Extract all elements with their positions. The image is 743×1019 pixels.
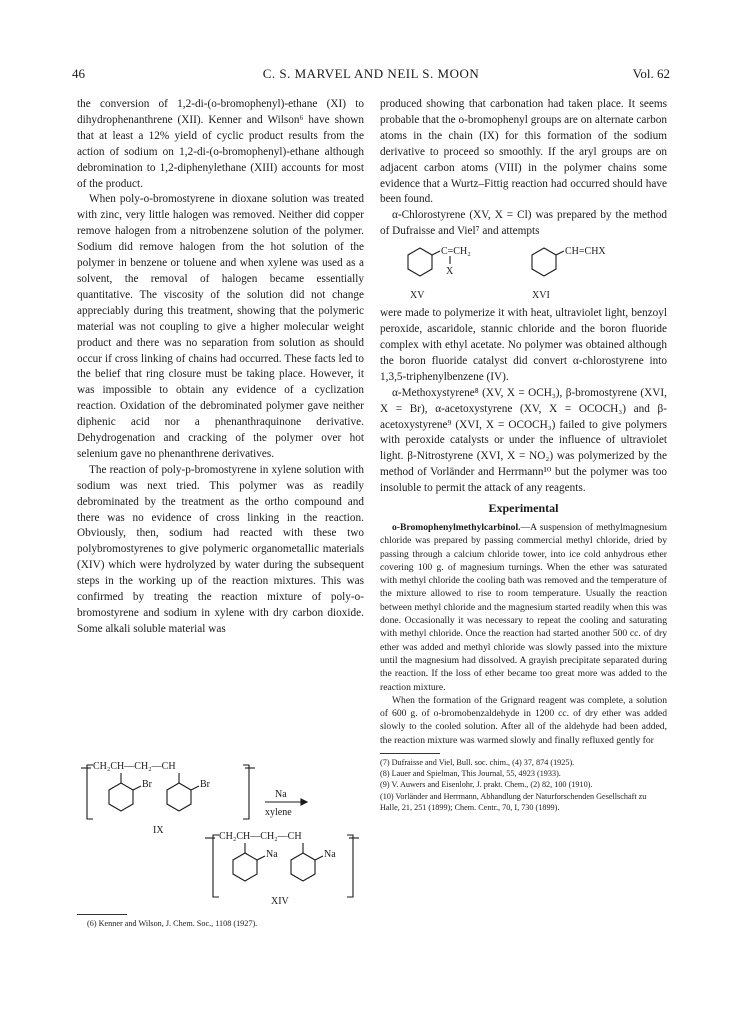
page-number: 46 bbox=[72, 66, 85, 81]
experimental-text bbox=[380, 521, 667, 747]
paragraph: were made to polymerize it with heat, ultraviolet light, benzoyl peroxide, ascaridole, stannic chloride and the boron fluoride complex with ethyl acetate. No polymer was obtained although the boron fluoride catalyst did convert α-chlorostyrene into 1,3,5-triphenylbenzene (IV). bbox=[380, 307, 667, 383]
procedure-text: —A suspension of methylmagnesium chloride was prepared by passing commercial methyl chloride, dried by passing through a calcium chloride tower, into ice cold anhydrous ether covering 100 g. of magnesium turnings. When the ether was saturated with methyl chloride the cooling bath was removed and the temperature of the mixture allowed to rise to room temperature. Usually the reaction between methyl chloride and the magnesium started readily when this was done. Occasionally it was necessary to repeat the cooling and saturating with methyl chloride. Once the reaction had started another 500 cc. of dry ether was added and methyl chloride was slowly passed into the mixture until the magnesium had dissolved. A grayish precipitate separated during the reaction. If the loss of ether became too great more was added to the reaction mixture. bbox=[380, 521, 667, 693]
footnote-rule bbox=[380, 753, 440, 754]
section-heading: Experimental bbox=[488, 501, 559, 516]
substituent-br: Br bbox=[200, 779, 210, 790]
footnote: (8) Lauer and Spielman, This Journal, 55, 4923 (1933). bbox=[380, 769, 561, 779]
substituent-na: Na bbox=[266, 849, 278, 860]
paragraph: When poly-o-bromostyrene in dioxane solution was treated with zinc, very little halogen was removed. Neither did copper remove halogen from a nitrobenzene solution of the polymer. Sodium did remove halogen from the hot solution of the polymer in benzene or toluene and when xylene was used as a solvent, the removal of halogen became essentially quantitative. The viscosity of the solution did not change appreciably during this treatment, showing that the polymeric material was not coupling to give a higher molecular weight product and there was no separation from solution as should occur if cross linking of chains had occurred. These facts led to the belief that ring closure must be taking place. However, it was impossible to obtain any evidence of a cyclization reaction. Oxidation of the debrominated polymer gave neither diphenic acid nor a phenanthraquinone derivative. Dehydrogenation and cracking of the polymer over hot selenium gave no phenanthrene derivatives. bbox=[77, 193, 364, 460]
reaction-scheme bbox=[77, 757, 367, 907]
substituent-na: Na bbox=[324, 849, 336, 860]
footnote-rule bbox=[77, 914, 127, 915]
chain-formula-top: CH₂CH—CH₂—CH bbox=[93, 761, 176, 772]
chain-formula-bottom: CH₂CH—CH₂—CH bbox=[219, 831, 302, 842]
paragraph: α-Methoxystyrene⁸ (XV, X = OCH₃), β-bromostyrene (XVI, X = Br), α-acetoxystyrene (XV, X = OCOCH₃) and β-acetoxystyrene⁹ (XVI, X = OCOCH₃) failed to give polymers with peroxide catalysts or under the influence of ultraviolet light. β-Nitrostyrene (XVI, X = NO₂) was polymerized by the method of Vorländer and Herrmann¹⁰ but the polymer was too insoluble to permit the attack of any reagents. bbox=[380, 386, 667, 495]
footnote: (6) Kenner and Wilson, J. Chem. Soc., 1108 (1927). bbox=[87, 919, 258, 928]
procedure-title: o-Bromophenylmethylcarbinol. bbox=[392, 521, 521, 533]
left-column bbox=[77, 97, 364, 638]
paragraph: When the formation of the Grignard reagent was complete, a solution of 600 g. of o-bromobenzaldehyde in 1200 cc. of dry ether was added slowly to the cooled solution. After all of the aldehyde had been added, the reaction mixture was warmed slowly and finally refluxed gently for bbox=[380, 694, 667, 746]
running-title: C. S. MARVEL AND NEIL S. MOON bbox=[262, 66, 480, 81]
running-header bbox=[72, 66, 670, 86]
compound-label: XVI bbox=[532, 290, 550, 302]
paragraph bbox=[380, 521, 667, 694]
footnote: (9) V. Auwers and Eisenlohr, J. prakt. Chem., (2) 82, 100 (1910). bbox=[380, 780, 593, 790]
vinyl-group: C=CH₂ bbox=[441, 246, 471, 258]
volume-label: Vol. 62 bbox=[632, 66, 670, 81]
substituent-x: X bbox=[446, 266, 454, 278]
substituent-br: Br bbox=[142, 779, 152, 790]
right-column bbox=[380, 97, 667, 813]
paragraph: produced showing that carbonation had taken place. It seems probable that the o-bromophenyl groups are on alternate carbon atoms in the chain (IX) for this formation of the sodium derivative to proceed so smoothly. If the aryl groups are on adjacent carbon atoms (VIII) in the polymer chains some evidence that a Wurtz–Fittig reaction had occurred should have been found. bbox=[380, 98, 667, 206]
solvent-label: xylene bbox=[265, 807, 292, 818]
vinyl-group: CH=CHX bbox=[565, 246, 606, 258]
paragraph: The reaction of poly-p-bromostyrene in xylene solution with sodium was next tried. This polymer was as readily debrominated by the treatment as the ortho compound and there was no evidence of cross linking in the reaction. Obviously, then, sodium had reacted with these two polybromostyrenes to give polymeric organometallic materials (XIV) which were hydrolyzed by water during the subsequent steps in the working up of the reaction mixtures. This was confirmed by treating the reaction mixture of poly-o-bromostyrene and sodium in xylene with dry carbon dioxide. Some alkali soluble material was bbox=[77, 463, 364, 635]
left-footnotes bbox=[77, 908, 364, 929]
paragraph: the conversion of 1,2-di-(o-bromophenyl)-ethane (XI) to dihydrophenanthrene (XII). Kenner and Wilson⁶ have shown that at least a 12% yield of cyclic product results from the action of sodium on 1,2-di-(o-bromophenyl)-ethane although debromination to 1,2-diphenylethane (XIII) accounts for most of the product. bbox=[77, 98, 364, 190]
footnote: (10) Vorländer and Herrmann, Abhandlung der Naturforschenden Gesellschaft zu Halle, 21, 251 (1899); Chem. Centr., 70, I, 730 (1899). bbox=[380, 791, 647, 812]
structures-xv-xvi bbox=[380, 240, 667, 306]
reagent-label: Na bbox=[275, 789, 287, 800]
compound-label: IX bbox=[153, 825, 164, 836]
compound-label: XIV bbox=[271, 896, 289, 907]
compound-label: XV bbox=[410, 290, 425, 302]
footnote: (7) Dufraisse and Viel, Bull. soc. chim., (4) 37, 874 (1925). bbox=[380, 757, 575, 767]
paragraph: α-Chlorostyrene (XV, X = Cl) was prepared by the method of Dufraisse and Viel⁷ and attempts bbox=[380, 209, 667, 238]
